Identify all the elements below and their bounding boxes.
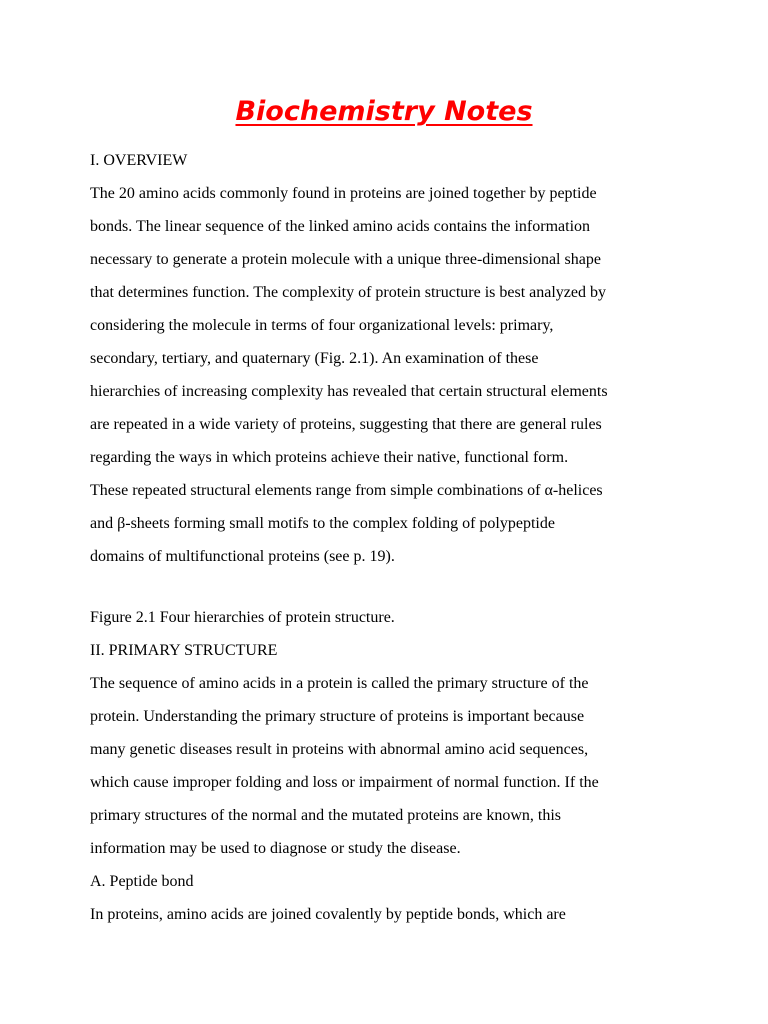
paragraph-line: information may be used to diagnose or study the disease. [90, 840, 461, 857]
page-title: Biochemistry Notes [235, 96, 533, 127]
subsection-heading-peptide-bond: A. Peptide bond [90, 873, 194, 890]
paragraph-line: hierarchies of increasing complexity has revealed that certain structural elements [90, 383, 608, 400]
paragraph-line: primary structures of the normal and the mutated proteins are known, this [90, 807, 561, 824]
section-heading-overview: I. OVERVIEW [90, 152, 188, 169]
paragraph-line: and β-sheets forming small motifs to the complex folding of polypeptide [90, 515, 555, 532]
paragraph-line: which cause improper folding and loss or impairment of normal function. If the [90, 774, 599, 791]
paragraph-line: domains of multifunctional proteins (see p. 19). [90, 548, 395, 565]
paragraph-line: secondary, tertiary, and quaternary (Fig. 2.1). An examination of these [90, 350, 539, 367]
paragraph-line: are repeated in a wide variety of proteins, suggesting that there are general rules [90, 416, 602, 433]
primary-section [90, 601, 690, 931]
section-heading-primary-structure: II. PRIMARY STRUCTURE [90, 642, 278, 659]
paragraph-line: The 20 amino acids commonly found in proteins are joined together by peptide [90, 185, 597, 202]
paragraph-line: In proteins, amino acids are joined covalently by peptide bonds, which are [90, 906, 566, 923]
paragraph-line: many genetic diseases result in proteins with abnormal amino acid sequences, [90, 741, 589, 758]
paragraph-line: The sequence of amino acids in a protein is called the primary structure of the [90, 675, 589, 692]
paragraph-line: These repeated structural elements range from simple combinations of α-helices [90, 482, 603, 499]
paragraph-line: protein. Understanding the primary structure of proteins is important because [90, 708, 585, 725]
paragraph-line: considering the molecule in terms of four organizational levels: primary, [90, 317, 554, 334]
paragraph-line: that determines function. The complexity of protein structure is best analyzed by [90, 284, 606, 301]
paragraph-line: bonds. The linear sequence of the linked amino acids contains the information [90, 218, 591, 235]
overview-section [90, 144, 690, 573]
paragraph-line: regarding the ways in which proteins achieve their native, functional form. [90, 449, 569, 466]
paragraph-line: necessary to generate a protein molecule with a unique three-dimensional shape [90, 251, 601, 268]
figure-caption: Figure 2.1 Four hierarchies of protein structure. [90, 609, 395, 626]
